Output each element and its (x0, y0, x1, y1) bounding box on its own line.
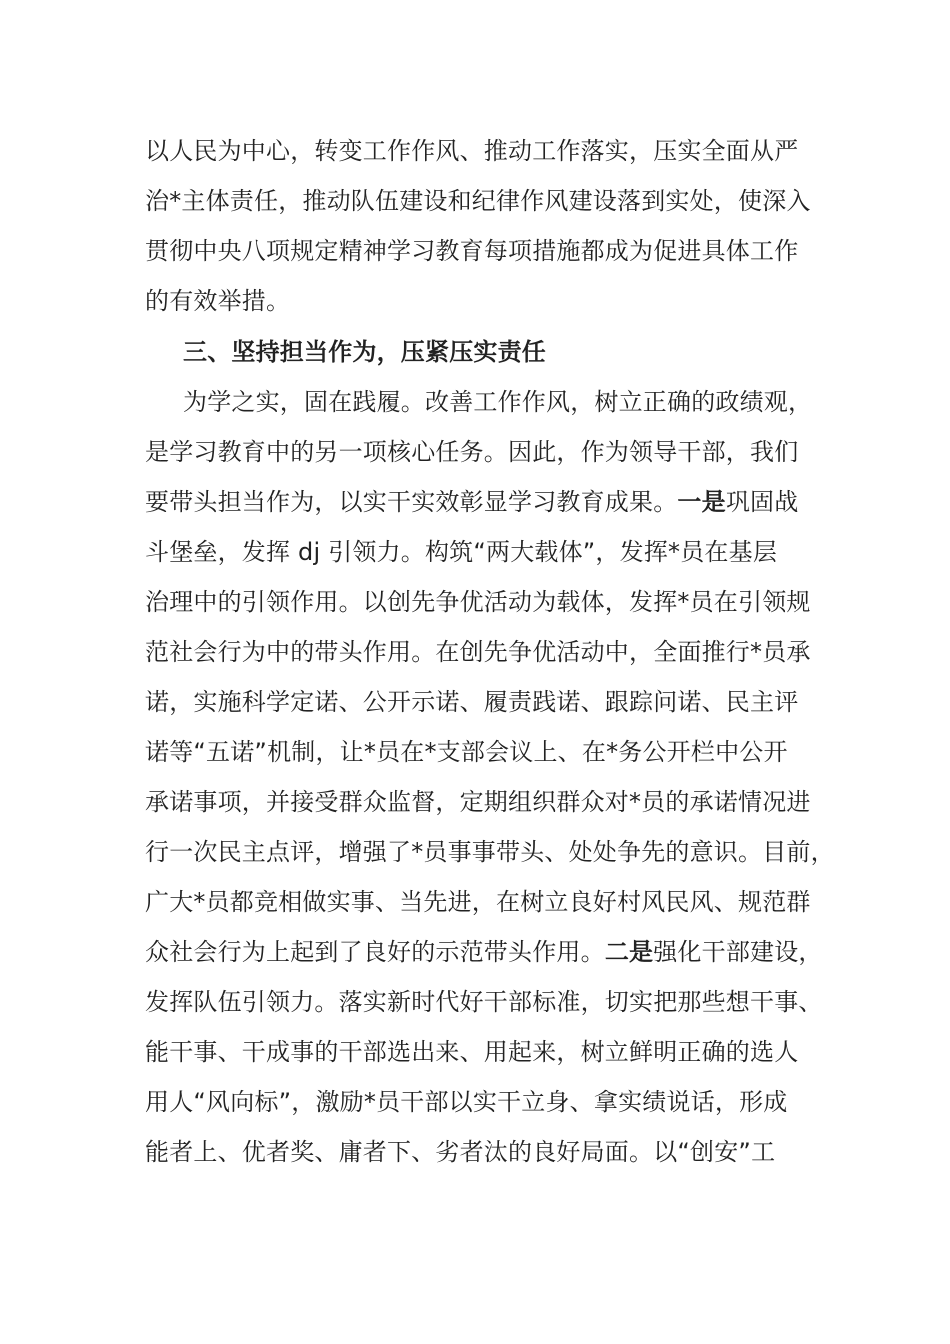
emphasis-label-first: 一是 (677, 488, 726, 516)
paragraph-line (145, 485, 825, 519)
paragraph-line (145, 935, 825, 969)
paragraph-line: 诺等“五诺”机制，让*员在*支部会议上、在*务公开栏中公开 (145, 738, 788, 766)
section-heading: 三、坚持担当作为，压紧压实责任 (183, 338, 546, 366)
paragraph-line: 的有效举措。 (145, 287, 291, 315)
paragraph-line: 为学之实，固在践履。改善工作作风，树立正确的政绩观， (183, 388, 813, 416)
paragraph-line: 发挥队伍引领力。落实新时代好干部标准，切实把那些想干事、 (145, 988, 823, 1016)
paragraph-line: 以人民为中心，转变工作作风、推动工作落实，压实全面从严 (145, 137, 799, 165)
paragraph-line: 治理中的引领作用。以创先争优活动为载体，发挥*员在引领规 (145, 588, 811, 616)
emphasis-label-second: 二是 (604, 938, 654, 966)
paragraph-line: 承诺事项，并接受群众监督，定期组织群众对*员的承诺情况进 (145, 788, 811, 816)
line-text: 巩固战 (725, 488, 799, 516)
paragraph-line: 治*主体责任，推动队伍建设和纪律作风建设落到实处，使深入 (145, 187, 811, 215)
paragraph-line: 斗堡垒，发挥 dj 引领力。构筑“两大载体”，发挥*员在基层 (145, 538, 778, 566)
paragraph-line: 广大*员都竞相做实事、当先进，在树立良好村风民风、规范群 (145, 888, 811, 916)
paragraph-line: 范社会行为中的带头作用。在创先争优活动中，全面推行*员承 (145, 638, 811, 666)
paragraph-line: 能干事、干成事的干部选出来、用起来，树立鲜明正确的选人 (145, 1038, 799, 1066)
paragraph-line: 能者上、优者奖、庸者下、劣者汰的良好局面。以“创安”工 (145, 1138, 776, 1166)
line-text: 强化干部建设， (653, 938, 823, 966)
paragraph-line: 诺，实施科学定诺、公开示诺、履责践诺、跟踪问诺、民主评 (145, 688, 799, 716)
line-text: 要带头担当作为，以实干实效彰显学习教育成果。 (145, 488, 678, 516)
paragraph-line: 行一次民主点评，增强了*员事事带头、处处争先的意识。目前， (145, 838, 835, 866)
line-text: 众社会行为上起到了良好的示范带头作用。 (145, 938, 605, 966)
paragraph-line: 贯彻中央八项规定精神学习教育每项措施都成为促进具体工作 (145, 237, 799, 265)
paragraph-line: 用人“风向标”，激励*员干部以实干立身、拿实绩说话，形成 (145, 1088, 788, 1116)
paragraph-line: 是学习教育中的另一项核心任务。因此，作为领导干部，我们 (145, 438, 799, 466)
